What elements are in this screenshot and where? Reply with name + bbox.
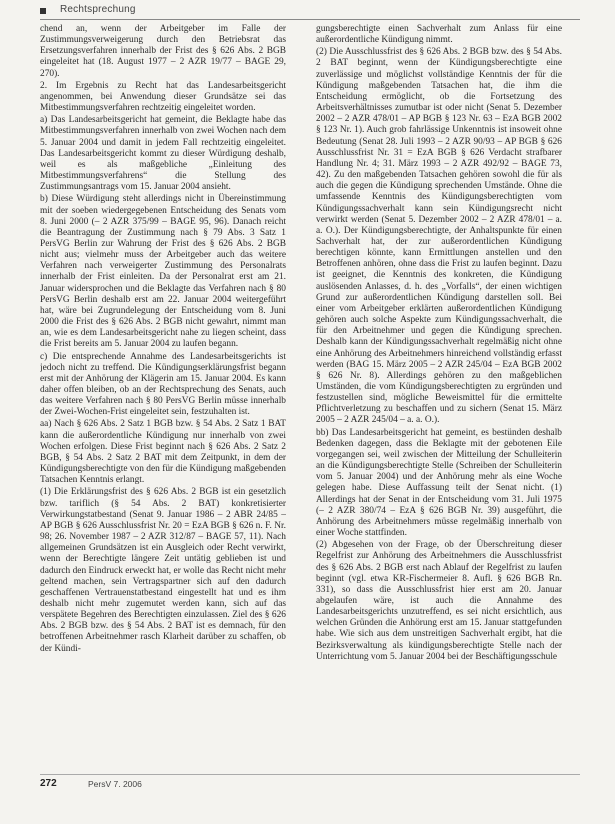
running-header: [40, 4, 580, 20]
square-bullet-icon: [40, 8, 46, 14]
paragraph: bb) Das Landesarbeitsgericht hat gemeint, es bestünden deshalb Bedenken dagegen, dass die Beklagte mit der gebotenen Eile vorgegangen sei, weil zwischen der Mitteilung der Schulleiterin an die Kündigungsberechtigte Stelle (Schreiben der Schulleiterin vom 5. Januar 2004) und der Anhörung mehr als eine Woche gelegen habe. Diese Auffassung teilt der Senat nicht. (1) Allerdings hat der Senat in der Entscheidung vom 31. Juli 1975 (– 2 AZR 380/74 – EzA § 626 BGB Nr. 39) ausgeführt, die Anhörung des Arbeitnehmers müsse regelmäßig innerhalb von einer Woche stattfinden.: [316, 427, 562, 539]
text-column-left: [40, 24, 286, 769]
text-column-right: [316, 24, 562, 769]
paragraph: chend an, wenn der Arbeitgeber im Falle der Zustimmungsverweigerung durch den Betriebsrat das Ersetzungsverfahren innerhalb der Frist des § 626 Abs. 2 BGB eingeleitet hat (18. August 1977 – 2 AZR 19/77 – BAGE 29, 270).: [40, 24, 286, 79]
paragraph: (1) Die Erklärungsfrist des § 626 Abs. 2 BGB ist ein gesetzlich bzw. tariflich (§ 54 Abs. 2 BAT) konkretisierter Verwirkungstatbestand (Senat 9. Januar 1986 – 2 ABR 24/85 – AP BGB § 626 Ausschlussfrist Nr. 20 = EzA BGB § 626 n. F. Nr. 98; 26. November 1987 – 2 AZR 312/87 – BAGE 57, 11). Nach allgemeinen Grundsätzen ist ein Ausgleich oder Recht verwirkt, wenn der Berechtigte längere Zeit untätig geblieben ist und dadurch den Eindruck erweckt hat, er wolle das Recht nicht mehr geltend machen, sein Vertragspartner sich auf den dadurch geschaffenen Vertrauenstatbestand eingestellt hat und es ihm deshalb nicht mehr zugemutet werden kann, sich auf das verspätete Begehren des Berechtigten einzulassen. Ziel des § 626 Abs. 2 BGB bzw. des § 54 Abs. 2 BAT ist es demnach, für den betroffenen Arbeitnehmer rasch Klarheit darüber zu schaffen, ob der Kündi-: [40, 487, 286, 654]
footer-rule: [40, 774, 580, 775]
paragraph: (2) Die Ausschlussfrist des § 626 Abs. 2 BGB bzw. des § 54 Abs. 2 BAT beginnt, wenn der Kündigungsberechtigte eine zuverlässige und möglichst vollständige Kenntnis der für die Kündigung maßgebenden Tatsachen hat, die ihm die Entscheidung ermöglicht, ob die Fortsetzung des Arbeitsverhältnisses zumutbar ist oder nicht (Senat 5. Dezember 2002 – 2 AZR 478/01 – AP BGB § 123 Nr. 63 – EzA BGB 2002 § 123 Nr. 1). Auch grob fahrlässige Unkenntnis ist insoweit ohne Bedeutung (Senat 28. Juli 1993 – 2 AZR 90/93 – AP BGB § 626 Ausschlussfrist Nr. 31 = EzA BGB § 626 Verdacht strafbarer Handlung Nr. 4; 31. März 1993 – 2 AZR 492/92 – BAGE 73, 42). Zu den maßgebenden Tatsachen gehören sowohl die für als auch die gegen die Kündigung sprechenden Umstände. Ohne die umfassende Kenntnis des Kündigungsberechtigten vom Kündigungssachverhalt kann sein Kündigungsrecht nicht verwirkt werden (Senat 5. Dezember 2002 – 2 AZR 478/01 – a. a. O.). Der Kündigungsberechtigte, der Anhaltspunkte für einen Sachverhalt hat, der zur außerordentlichen Kündigung berechtigen könnte, kann Ermittlungen anstellen und den Betroffenen anhören, ohne dass die Frist zu laufen beginnt. Dazu ist geeignet, die Kenntnis des konkreten, die Kündigung auslösenden Anlasses, d. h. des „Vorfalls“, der einen wichtigen Grund zur außerordentlichen Kündigung darstellen soll. Bei einer vom Arbeitgeber erklärten außerordentlichen Kündigung gehören auch solche Aspekte zum Kündigungssachverhalt, die für den Arbeitnehmer und gegen die Kündigung sprechen. Deshalb kann der Kündigungssachverhalt regelmäßig nicht ohne eine Anhörung des Arbeitnehmers hinreichend vollständig erfasst werden (BAG 15. März 2005 – 2 AZR 245/04 – EzA BGB 2002 § 626 Nr. 8). Allerdings gehören zu den maßgeblichen Umständen, die vom Kündigungsberechtigten zu ergründen und festzustellen sind, mögliche Beweismittel für die ermittelte Pflichtverletzung zu beschaffen und zu sichern (Senat 15. März 2005 – 2 AZR 245/04 – a. a. O.).: [316, 47, 562, 426]
header-rule: [40, 19, 580, 20]
paragraph: gungsberechtigte einen Sachverhalt zum Anlass für eine außerordentliche Kündigung nimmt.: [316, 24, 562, 46]
issue-label: PersV 7. 2006: [88, 779, 142, 789]
page-number: 272: [40, 778, 57, 789]
paragraph: c) Die entsprechende Annahme des Landesarbeitsgerichts ist jedoch nicht zu treffend. Die Kündigungserklärungsfrist begann erst mit der Anhörung der Klägerin am 15. Januar 2004. Es kann daher offen bleiben, ob an der Rechtsprechung des Senats, auch das weitere Verfahren nach § 80 PersVG Berlin müsse innerhalb der Zwei-Wochen-Frist eingeleitet sein, festzuhalten ist.: [40, 351, 286, 418]
section-label: Rechtsprechung: [60, 4, 136, 15]
paragraph: (2) Abgesehen von der Frage, ob der Überschreitung dieser Regelfrist zur Anhörung des Arbeitnehmers die Ausschlussfrist des § 626 Abs. 2 BGB erst nach Ablauf der Regelfrist zu laufen beginnt (vgl. etwa KR-Fischermeier 8. Aufl. § 626 BGB Rn. 331), so dass die Ausschlussfrist hier erst am 20. Januar abgelaufen wäre, ist auch die Annahme des Landesarbeitsgerichts unzutreffend, es sei nicht ersichtlich, aus welchen Gründen die Anhörung erst am 15. Januar stattgefunden habe. Wie sich aus dem unstreitigen Sachverhalt ergibt, hat die Bezirksverwaltung als kündigungsberechtigte Stelle nach der Unterrichtung vom 5. Januar 2004 bei der Beschäftigungsschule: [316, 540, 562, 662]
page-footer: [40, 774, 580, 788]
paragraph: aa) Nach § 626 Abs. 2 Satz 1 BGB bzw. § 54 Abs. 2 Satz 1 BAT kann die außerordentliche Kündigung nur innerhalb von zwei Wochen erfolgen. Diese Frist beginnt nach § 626 Abs. 2 Satz 2 BGB, § 54 Abs. 2 Satz 2 BAT mit dem Zeitpunkt, in dem der Kündigungsberechtigte von den für die Kündigung maßgebenden Tatsachen Kenntnis erlangt.: [40, 419, 286, 486]
paragraph: 2. Im Ergebnis zu Recht hat das Landesarbeitsgericht angenommen, bei Anwendung dieser Grundsätze sei das Mitbestimmungsverfahren rechtzeitig eingeleitet worden.: [40, 80, 286, 114]
paragraph: a) Das Landesarbeitsgericht hat gemeint, die Beklagte habe das Mitbestimmungsverfahren innerhalb von zwei Wochen nach dem 5. Januar 2004 und damit in jedem Fall rechtzeitig eingeleitet. Das Landesarbeitsgericht kommt zu dieser Würdigung deshalb, weil es als maßgebliche „Einleitung des Mitbestimmungsverfahrens“ die Stellung des Zustimmungsantrags vom 15. Januar 2004 ansieht.: [40, 115, 286, 193]
paragraph: b) Diese Würdigung steht allerdings nicht in Übereinstimmung mit der soeben wiedergegebenen Entscheidung des Senats vom 8. Juni 2000 (– 2 AZR 375/99 – BAGE 95, 96). Danach reicht die Beantragung der Zustimmung nach § 79 Abs. 3 Satz 1 PersVG Berlin zur Wahrung der Frist des § 626 Abs. 2 BGB nicht aus; vielmehr muss der Arbeitgeber auch das weitere Verfahren nach verweigerter Zustimmung des Personalrats innerhalb der Frist einleiten. Da der Personalrat erst am 21. Januar widersprochen und die Beklagte das Verfahren nach § 80 PersVG Berlin deshalb erst am 22. Januar 2004 weitergeführt hat, wäre bei Zugrundelegung der Entscheidung vom 8. Juni 2000 die Frist des § 626 Abs. 2 BGB nicht gewahrt, nimmt man an, wie es dem Landesarbeitsgericht nahe zu liegen scheint, dass die Frist bereits am 5. Januar 2004 zu laufen begann.: [40, 194, 286, 350]
